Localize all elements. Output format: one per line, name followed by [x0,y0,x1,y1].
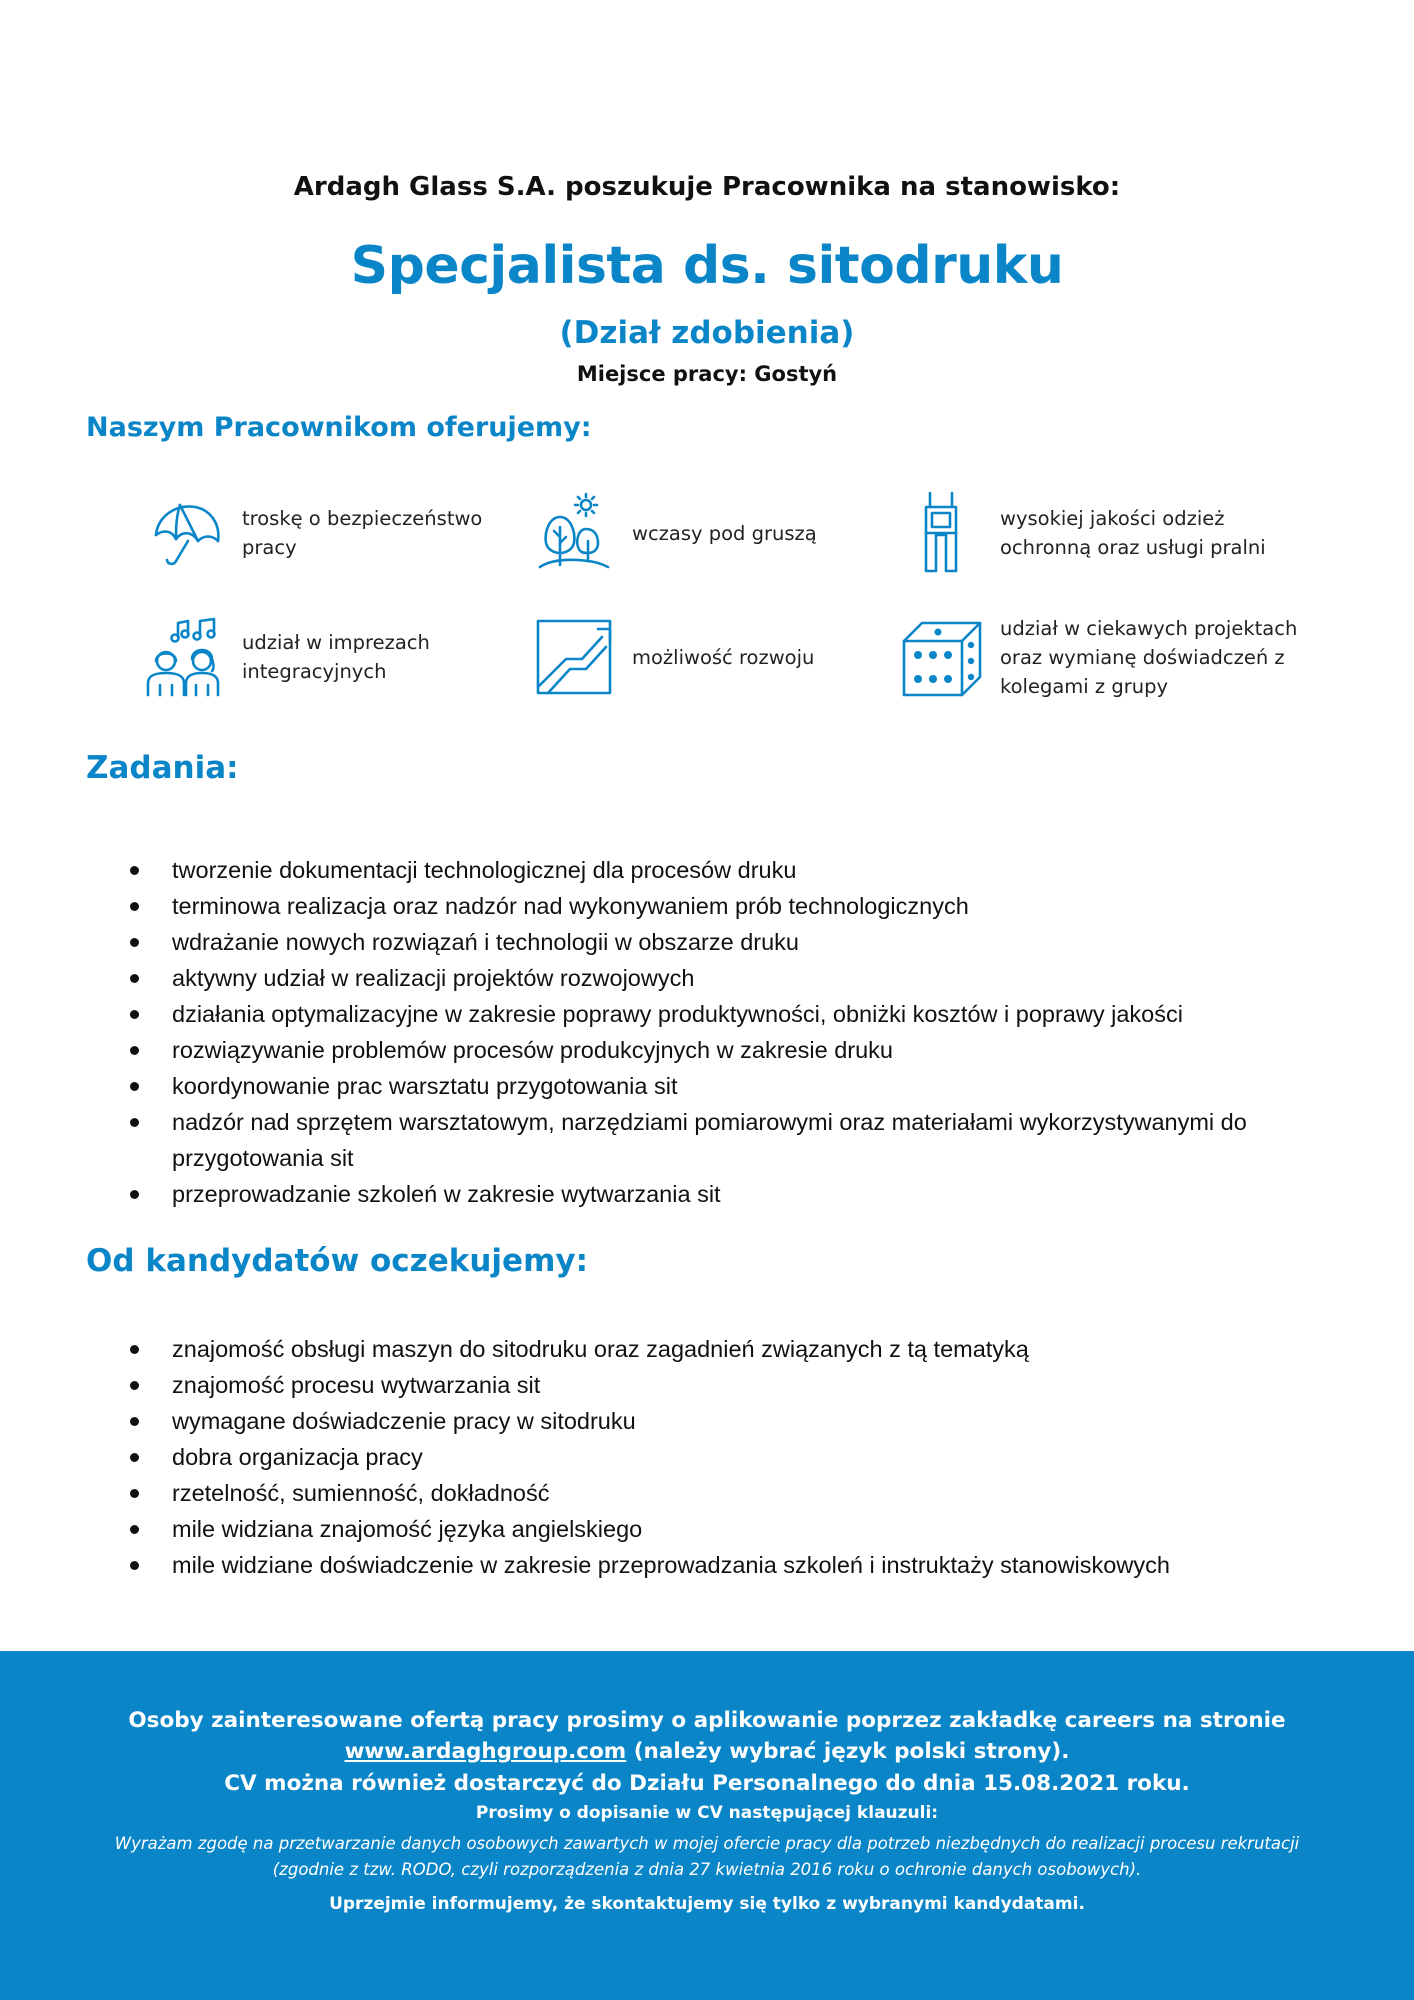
benefit-text: wysokiej jakości odzież ochronną oraz usługi pralni [1000,507,1266,559]
footer-language-note: (należy wybrać język polski strony). [626,1739,1070,1764]
footer-banner [0,1651,1414,2000]
footer-cv-deadline: CV można również dostarczyć do Działu Personalnego do dnia 15.08.2021 roku. [224,1771,1190,1796]
list-item: działania optymalizacyjne w zakresie poprawy produktywności, obniżki kosztów i poprawy jakości [128,996,1338,1032]
footer-consent-clause [0,1831,1414,1883]
footer-website-line [0,1739,1414,1764]
list-item: znajomość procesu wytwarzania sit [128,1367,1338,1403]
work-location: Miejsce pracy: Gostyń [576,362,838,386]
list-item: aktywny udział w realizacji projektów rozwojowych [128,960,1338,996]
benefit-text: udział w ciekawych projektach oraz wymianę doświadczeń z kolegami z grupy [1000,616,1298,698]
consent-clause-line: Wyrażam zgodę na przetwarzanie danych osobowych zawartych w mojej ofercie pracy dla potrzeb niezbędnych do realizacji procesu rekrutacji [114,1834,1300,1853]
footer-apply-text: Osoby zainteresowane ofertą pracy prosimy o aplikowanie poprzez zakładkę careers na stronie [128,1708,1286,1733]
benefit-item [532,612,862,702]
benefit-text: udział w imprezach integracyjnych [242,631,430,683]
list-item: dobra organizacja pracy [128,1439,1338,1475]
dice-icon [900,615,984,699]
list-item: tworzenie dokumentacji technologicznej dla procesów druku [128,852,1338,888]
umbrella-icon [142,491,226,575]
list-item: znajomość obsługi maszyn do sitodruku oraz zagadnień związanych z tą tematyką [128,1331,1338,1367]
benefit-text: troskę o bezpieczeństwo pracy [242,507,483,559]
footer-contact-note: Uprzejmie informujemy, że skontaktujemy się tylko z wybranymi kandydatami. [329,1894,1085,1914]
list-item: koordynowanie prac warsztatu przygotowania sit [128,1068,1338,1104]
benefit-item [532,488,862,578]
benefit-item [142,488,502,578]
benefit-item [900,488,1300,578]
list-item: terminowa realizacja oraz nadzór nad wykonywaniem prób technologicznych [128,888,1338,924]
intro-line: Ardagh Glass S.A. poszukuje Pracownika na stanowisko: [293,172,1121,202]
website-link[interactable]: www.ardaghgroup.com [344,1739,627,1764]
list-item: mile widziana znajomość języka angielskiego [128,1511,1338,1547]
list-item: nadzór nad sprzętem warsztatowym, narzędziami pomiarowymi oraz materiałami wykorzystywanymi do przygotowania sit [128,1104,1338,1176]
list-item: przeprowadzanie szkoleń w zakresie wytwarzania sit [128,1176,1338,1212]
list-item: rozwiązywanie problemów procesów produkcyjnych w zakresie druku [128,1032,1338,1068]
list-item: wdrażanie nowych rozwiązań i technologii w obszarze druku [128,924,1338,960]
department: (Dział zdobienia) [559,315,855,351]
benefit-text: możliwość rozwoju [632,645,815,669]
people-music-icon [142,615,226,699]
benefit-item [142,612,502,702]
tasks-heading: Zadania: [86,750,239,786]
tasks-list [128,852,1338,1212]
trees-sun-icon [532,491,616,575]
list-item: rzetelność, sumienność, dokładność [128,1475,1338,1511]
requirements-list [128,1331,1338,1583]
requirements-heading: Od kandydatów oczekujemy: [86,1243,588,1279]
job-title: Specjalista ds. sitodruku [350,236,1064,296]
offer-heading: Naszym Pracownikom oferujemy: [86,412,592,443]
overalls-icon [900,491,984,575]
list-item: mile widziane doświadczenie w zakresie przeprowadzania szkoleń i instruktaży stanowiskowych [128,1547,1338,1583]
growth-chart-icon [532,615,616,699]
list-item: wymagane doświadczenie pracy w sitodruku [128,1403,1338,1439]
consent-clause-line: (zgodnie z tzw. RODO, czyli rozporządzenia z dnia 27 kwietnia 2016 roku o ochronie danych osobowych). [272,1860,1142,1879]
benefit-item [900,612,1300,702]
footer-clause-request: Prosimy o dopisanie w CV następującej klauzuli: [475,1803,939,1823]
benefit-text: wczasy pod gruszą [632,521,817,545]
